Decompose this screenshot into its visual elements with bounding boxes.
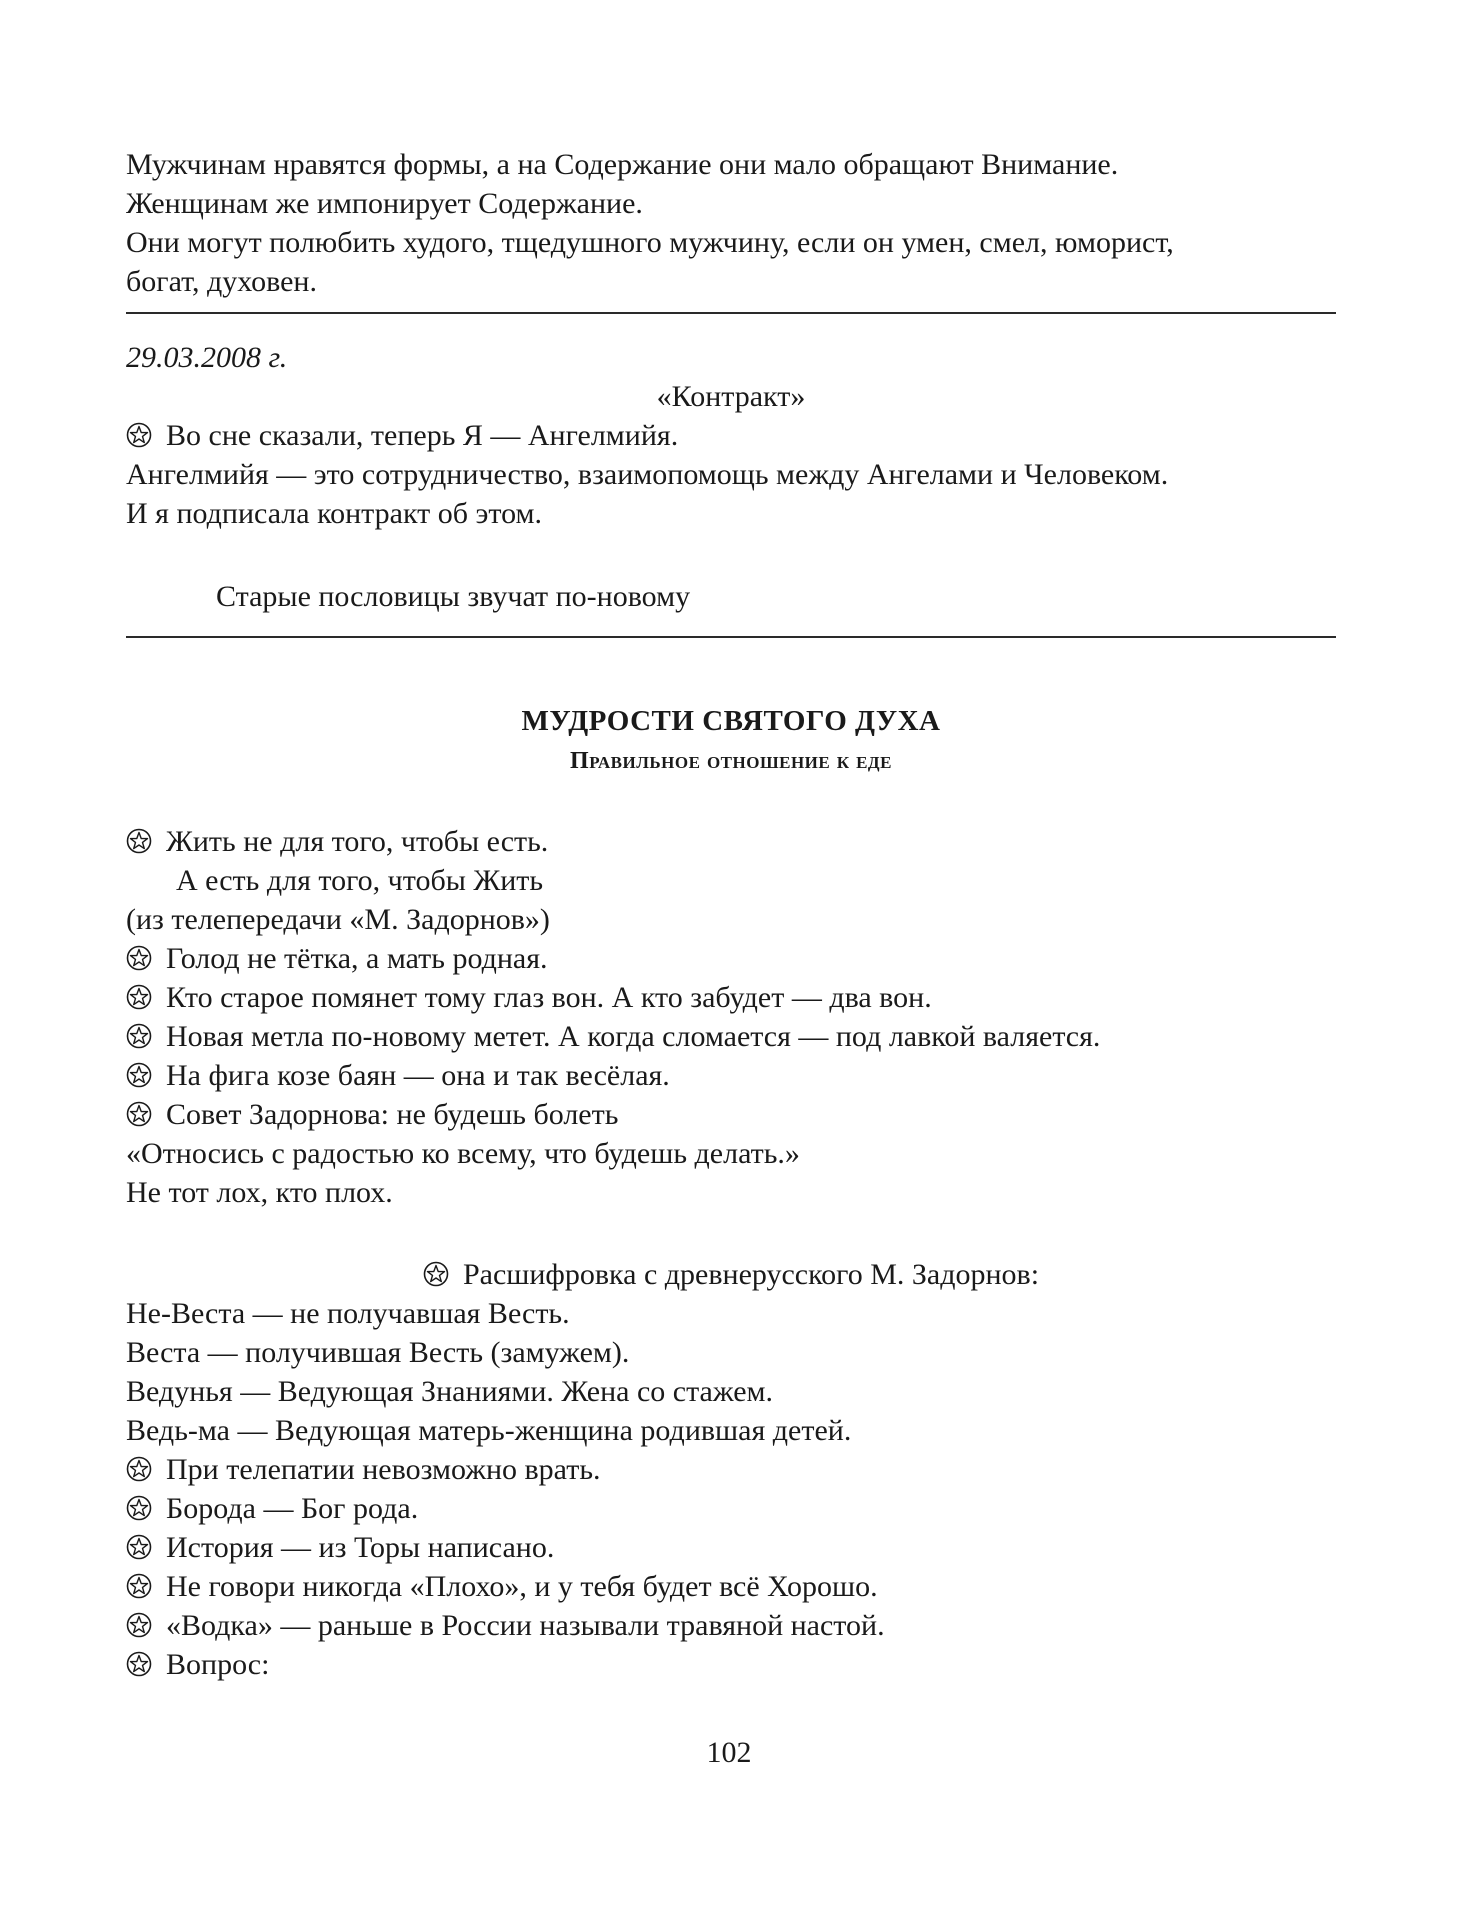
decode-title bbox=[126, 1255, 1336, 1294]
star-in-circle-icon bbox=[126, 1495, 152, 1521]
star-in-circle-icon bbox=[126, 1456, 152, 1482]
list-item-plain: Не тот лох, кто плох. bbox=[126, 1176, 393, 1209]
paragraph-line: Женщинам же импонирует Содержание. bbox=[126, 187, 643, 220]
list-item-text: Кто старое помянет тому глаз вон. А кто забудет — два вон. bbox=[166, 981, 932, 1014]
list-item bbox=[126, 1450, 1336, 1489]
star-in-circle-icon bbox=[126, 422, 152, 448]
top-paragraph bbox=[126, 145, 1336, 301]
list-item-source: (из телепередачи «М. Задорнов») bbox=[126, 903, 550, 936]
page-number: 102 bbox=[706, 1736, 752, 1769]
decode-title-text: Расшифровка с древнерусского М. Задорнов: bbox=[462, 1258, 1040, 1291]
star-in-circle-icon bbox=[126, 1062, 152, 1088]
list-item-text: Вопрос: bbox=[166, 1648, 270, 1681]
entry-line: Ангелмийя — это сотрудничество, взаимопомощь между Ангелами и Человеком. bbox=[126, 458, 1169, 491]
list-item-text: Голод не тётка, а мать родная. bbox=[166, 942, 548, 975]
star-in-circle-icon bbox=[126, 828, 152, 854]
list-item-text: Борода — Бог рода. bbox=[166, 1492, 419, 1525]
divider bbox=[126, 636, 1336, 638]
list-item bbox=[126, 1489, 1336, 1528]
list-item-text: История — из Торы написано. bbox=[166, 1531, 555, 1564]
star-in-circle-icon bbox=[126, 1612, 152, 1638]
list-item bbox=[126, 1056, 1336, 1095]
divider bbox=[126, 312, 1336, 314]
list-item-text: Новая метла по-новому метет. А когда сломается — под лавкой валяется. bbox=[166, 1020, 1101, 1053]
list-item-text: «Водка» — раньше в России называли травяной настой. bbox=[166, 1609, 885, 1642]
list-item bbox=[126, 822, 1336, 861]
list-item bbox=[126, 1528, 1336, 1567]
section-subheading: Правильное отношение к еде bbox=[570, 748, 892, 774]
list-item-text: На фига козе баян — она и так весёлая. bbox=[166, 1059, 670, 1092]
star-in-circle-icon bbox=[126, 1101, 152, 1127]
list-item-text: При телепатии невозможно врать. bbox=[166, 1453, 601, 1486]
star-in-circle-icon bbox=[126, 945, 152, 971]
decode-line: Веста — получившая Весть (замужем). bbox=[126, 1336, 630, 1369]
list-item bbox=[126, 939, 1336, 978]
decode-line: Ведунья — Ведующая Знаниями. Жена со стажем. bbox=[126, 1375, 773, 1408]
star-in-circle-icon bbox=[126, 1023, 152, 1049]
entry-title: «Контракт» bbox=[656, 380, 806, 413]
list-item bbox=[126, 1095, 1336, 1134]
entry-line: И я подписала контракт об этом. bbox=[126, 497, 543, 530]
entry-line-indented: Старые пословицы звучат по-новому bbox=[216, 580, 691, 613]
decode-line: Не-Веста — не получавшая Весть. bbox=[126, 1297, 570, 1330]
entry-text: Во сне сказали, теперь Я — Ангелмийя. bbox=[166, 419, 679, 452]
paragraph-line: Мужчинам нравятся формы, а на Содержание они мало обращают Внимание. bbox=[126, 148, 1119, 181]
list-item-text: Не говори никогда «Плохо», и у тебя будет всё Хорошо. bbox=[166, 1570, 878, 1603]
list-item bbox=[126, 1606, 1336, 1645]
list-item bbox=[126, 1645, 1336, 1684]
star-in-circle-icon bbox=[126, 1534, 152, 1560]
list-item-continuation: «Относись с радостью ко всему, что будешь делать.» bbox=[126, 1137, 800, 1170]
section-heading: МУДРОСТИ СВЯТОГО ДУХА bbox=[521, 705, 941, 737]
star-in-circle-icon bbox=[423, 1261, 449, 1287]
list-item-text: Совет Задорнова: не будешь болеть bbox=[166, 1098, 619, 1131]
star-in-circle-icon bbox=[126, 1573, 152, 1599]
list-item-continuation: А есть для того, чтобы Жить bbox=[176, 864, 544, 897]
entry-line bbox=[126, 416, 1336, 455]
list-item bbox=[126, 978, 1336, 1017]
list-item bbox=[126, 1567, 1336, 1606]
star-in-circle-icon bbox=[126, 1651, 152, 1677]
star-in-circle-icon bbox=[126, 984, 152, 1010]
list-item bbox=[126, 1017, 1336, 1056]
entry-date: 29.03.2008 г. bbox=[126, 341, 288, 374]
list-item-text: Жить не для того, чтобы есть. bbox=[166, 825, 549, 858]
paragraph-line: Они могут полюбить худого, тщедушного мужчину, если он умен, смел, юморист, bbox=[126, 226, 1174, 259]
paragraph-line: богат, духовен. bbox=[126, 265, 317, 298]
decode-line: Ведь-ма — Ведующая матерь-женщина родившая детей. bbox=[126, 1414, 852, 1447]
